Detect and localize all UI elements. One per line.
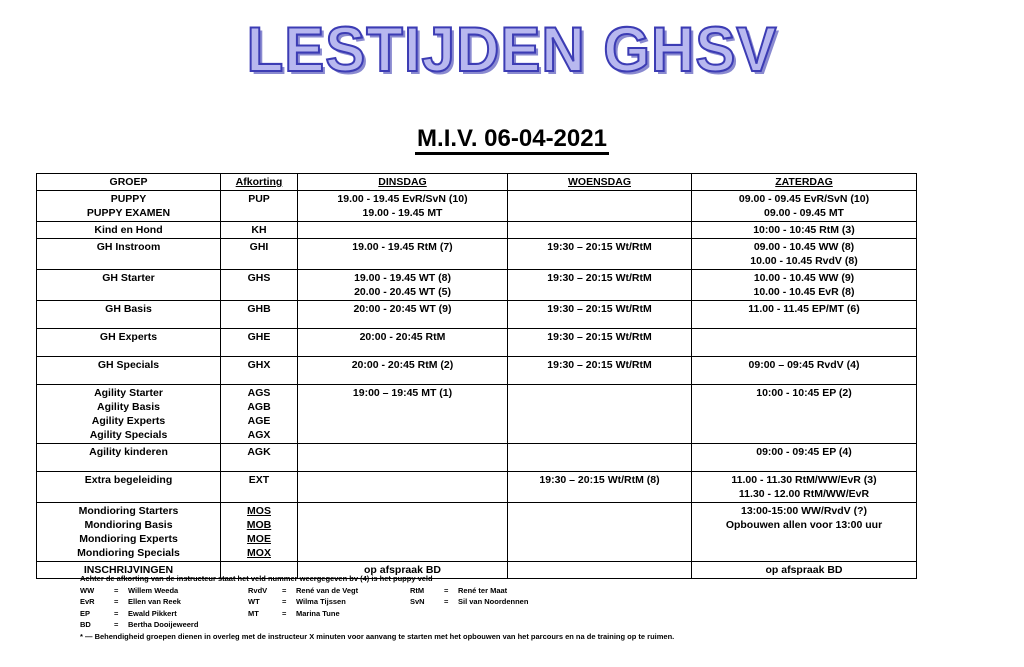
cell-dinsdag <box>298 444 508 472</box>
table-row <box>37 191 917 222</box>
cell-afk: PUP <box>221 191 298 222</box>
cell-woensdag <box>508 444 692 472</box>
legend-cell: René van de Vegt <box>296 585 359 595</box>
legend-cell: MT <box>248 608 259 618</box>
cell-woensdag: 19:30 – 20:15 Wt/RtM <box>508 329 692 357</box>
notes <box>80 573 980 642</box>
legend-cell <box>410 619 444 631</box>
cell-dinsdag: 19.00 - 19.45 WT (8) 20.00 - 20.45 WT (5) <box>298 270 508 301</box>
legend-cell: EP <box>80 608 91 618</box>
legend-cell: = <box>282 608 287 618</box>
legend-cell: = <box>114 597 119 606</box>
cell-woensdag <box>508 191 692 222</box>
cell-zaterdag: 09.00 - 10.45 WW (8) 10.00 - 10.45 RvdV (8) <box>692 239 917 270</box>
legend-cell <box>444 619 458 631</box>
cell-woensdag: 19:30 – 20:15 Wt/RtM (8) <box>508 472 692 503</box>
table-row <box>37 222 917 239</box>
page-title: LESTIJDEN GHSV <box>246 14 778 85</box>
cell-dinsdag: op afspraak BD <box>298 562 508 579</box>
legend-cell: Ewald Pikkert <box>128 608 177 618</box>
cell-woensdag: 19:30 – 20:15 Wt/RtM <box>508 301 692 329</box>
header-row <box>37 174 917 191</box>
cell-afk: EXT <box>221 472 298 503</box>
legend-cell: Wilma Tijssen <box>296 597 346 606</box>
schedule-table <box>36 173 917 579</box>
cell-dinsdag <box>298 222 508 239</box>
legend-cell: René ter Maat <box>458 585 508 595</box>
table-row <box>37 239 917 270</box>
legend-cell: WW <box>80 585 95 595</box>
cell-zaterdag: 11.00 - 11.45 EP/MT (6) <box>692 301 917 329</box>
legend-cell: WT <box>248 597 260 606</box>
cell-groep: Kind en Hond <box>37 222 221 239</box>
legend-cell: Bertha Dooijeweerd <box>128 620 199 629</box>
page-subtitle <box>0 125 1024 153</box>
cell-dinsdag: 20:00 - 20:45 RtM (2) <box>298 357 508 385</box>
cell-afk: GHB <box>221 301 298 329</box>
legend-cell: Ellen van Reek <box>128 597 181 606</box>
cell-zaterdag: 10.00 - 10.45 WW (9) 10.00 - 10.45 EvR (8) <box>692 270 917 301</box>
cell-dinsdag: 19.00 - 19.45 RtM (7) <box>298 239 508 270</box>
legend-cell: Willem Weeda <box>128 585 179 595</box>
cell-zaterdag: 13:00-15:00 WW/RvdV (?) Opbouwen allen voor 13:00 uur <box>692 503 917 562</box>
legend-cell: = <box>114 620 119 629</box>
table-row <box>37 503 917 562</box>
legend-cell: = <box>444 597 449 606</box>
cell-groep: Agility Starter Agility Basis Agility Experts Agility Specials <box>37 385 221 444</box>
cell-zaterdag: 09.00 - 09.45 EvR/SvN (10) 09.00 - 09.45 MT <box>692 191 917 222</box>
cell-zaterdag: 09:00 - 09:45 EP (4) <box>692 444 917 472</box>
table-row <box>37 444 917 472</box>
subtitle-text: M.I.V. 06-04-2021 <box>415 125 609 155</box>
legend-cell: = <box>282 597 287 606</box>
cell-groep: GH Experts <box>37 329 221 357</box>
cell-afk: KH <box>221 222 298 239</box>
cell-woensdag <box>508 222 692 239</box>
header-groep: GROEP <box>37 174 221 191</box>
table-row <box>37 301 917 329</box>
table-row <box>37 270 917 301</box>
legend-cell: EvR <box>80 597 95 606</box>
cell-afk: AGS AGB AGE AGX <box>221 385 298 444</box>
legend-cell <box>410 608 444 620</box>
cell-zaterdag: op afspraak BD <box>692 562 917 579</box>
table-row <box>37 472 917 503</box>
cell-zaterdag: 11.00 - 11.30 RtM/WW/EvR (3) 11.30 - 12.00 RtM/WW/EvR <box>692 472 917 503</box>
cell-groep: GH Instroom <box>37 239 221 270</box>
cell-woensdag: 19:30 – 20:15 Wt/RtM <box>508 270 692 301</box>
table-row <box>37 329 917 357</box>
legend-cell: = <box>444 585 449 595</box>
header-zaterdag: ZATERDAG <box>692 174 917 191</box>
legend-cell <box>248 619 282 631</box>
table-row <box>37 385 917 444</box>
cell-afk: GHS <box>221 270 298 301</box>
cell-afk: AGK <box>221 444 298 472</box>
cell-zaterdag: 09:00 – 09:45 RvdV (4) <box>692 357 917 385</box>
cell-groep: GH Basis <box>37 301 221 329</box>
cell-zaterdag: 10:00 - 10:45 RtM (3) <box>692 222 917 239</box>
cell-groep: Agility kinderen <box>37 444 221 472</box>
instructor-legend <box>80 585 980 631</box>
cell-dinsdag: 20:00 - 20:45 RtM <box>298 329 508 357</box>
cell-dinsdag: 19:00 – 19:45 MT (1) <box>298 385 508 444</box>
legend-cell: = <box>114 585 119 595</box>
cell-zaterdag <box>692 329 917 357</box>
legend-cell: BD <box>80 620 91 629</box>
legend-cell <box>458 608 568 620</box>
legend-cell <box>282 619 296 631</box>
cell-woensdag: 19:30 – 20:15 Wt/RtM <box>508 357 692 385</box>
legend-cell: Sil van Noordennen <box>458 597 529 606</box>
legend-cell: Marina Tune <box>296 608 340 618</box>
cell-afk: MOS MOB MOE MOX <box>221 503 298 562</box>
legend-cell: RvdV <box>248 585 268 595</box>
cell-groep: Extra begeleiding <box>37 472 221 503</box>
cell-groep: Mondioring Starters Mondioring Basis Mondioring Experts Mondioring Specials <box>37 503 221 562</box>
cell-groep: PUPPY PUPPY EXAMEN <box>37 191 221 222</box>
cell-dinsdag: 19.00 - 19.45 EvR/SvN (10) 19.00 - 19.45 MT <box>298 191 508 222</box>
cell-woensdag <box>508 385 692 444</box>
legend-cell <box>444 608 458 620</box>
header-woensdag: WOENSDAG <box>508 174 692 191</box>
cell-dinsdag <box>298 503 508 562</box>
header-dinsdag: DINSDAG <box>298 174 508 191</box>
notes-footnote: * — Behendigheid groepen dienen in overleg met de instructeur X minuten voor aanvang te starten met het opbouwen van het parcours en na de training op te ruimen. <box>80 631 675 641</box>
cell-afk: GHX <box>221 357 298 385</box>
cell-woensdag <box>508 503 692 562</box>
cell-zaterdag: 10:00 - 10:45 EP (2) <box>692 385 917 444</box>
cell-afk: GHI <box>221 239 298 270</box>
legend-cell: RtM <box>410 585 425 595</box>
legend-cell <box>458 619 568 631</box>
table-row <box>37 357 917 385</box>
legend-cell: SvN <box>410 597 425 606</box>
cell-groep: INSCHRIJVINGEN <box>37 562 221 579</box>
legend-cell <box>296 619 410 631</box>
cell-dinsdag <box>298 472 508 503</box>
cell-groep: GH Specials <box>37 357 221 385</box>
cell-groep: GH Starter <box>37 270 221 301</box>
cell-dinsdag: 20:00 - 20:45 WT (9) <box>298 301 508 329</box>
legend-cell: = <box>114 608 119 618</box>
legend-cell: = <box>282 585 287 595</box>
cell-afk: GHE <box>221 329 298 357</box>
notes-intro: Achter de afkorting van de instructeur staat het veld nummer weergegeven bv (4) is het puppy veld <box>80 574 433 583</box>
cell-woensdag: 19:30 – 20:15 Wt/RtM <box>508 239 692 270</box>
header-afkorting: Afkorting <box>221 174 298 191</box>
